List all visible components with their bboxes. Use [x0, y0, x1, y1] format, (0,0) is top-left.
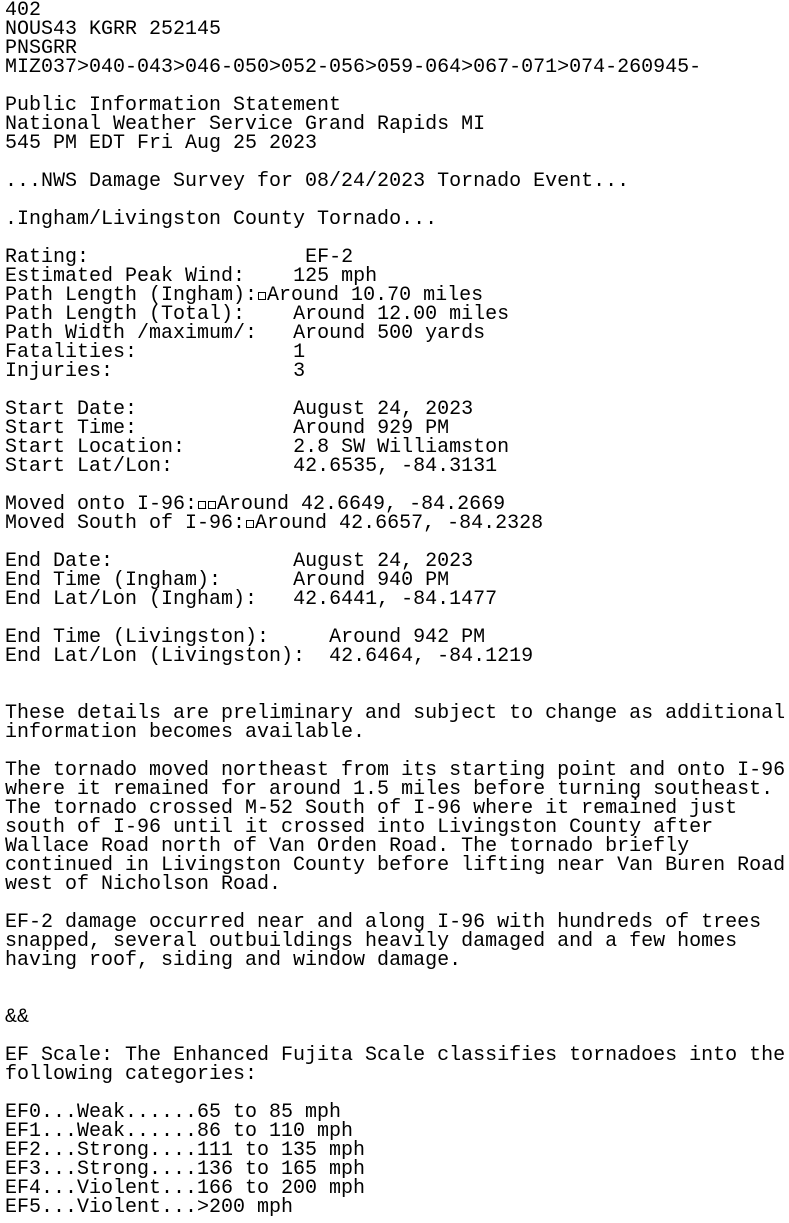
- disclaimer-line: These details are preliminary and subject to change as additional: [5, 702, 786, 725]
- ef-intro-line: EF Scale: The Enhanced Fujita Scale classifies tornadoes into the: [5, 1044, 786, 1067]
- tab-char-icon: [246, 520, 254, 528]
- statement-title: Public Information Statement: [5, 94, 342, 117]
- blank-line: [5, 970, 789, 989]
- end-time-ingham-value: Around 940 PM: [293, 569, 450, 592]
- start-date-label: Start Date:: [5, 398, 138, 421]
- narrative-line: The tornado moved northeast from its starting point and onto I-96: [5, 759, 786, 782]
- moved-onto-label: Moved onto I-96:: [5, 493, 198, 516]
- section-separator: &&: [5, 1006, 30, 1029]
- end-latlon-ingham-row: [5, 590, 789, 609]
- end-latlon-ingham-label: End Lat/Lon (Ingham):: [5, 588, 258, 611]
- ef-scale-row: EF4...Violent...166 to 200 mph: [5, 1177, 366, 1200]
- narrative-line: south of I-96 until it crossed into Livingston County after: [5, 816, 714, 839]
- ef-scale-row: EF1...Weak......86 to 110 mph: [5, 1120, 354, 1143]
- end-time-ingham-label: End Time (Ingham):: [5, 569, 222, 592]
- path-length-total-label: Path Length (Total):: [5, 303, 246, 326]
- tab-char-icon: [258, 292, 266, 300]
- headline: ...NWS Damage Survey for 08/24/2023 Tornado Event...: [5, 170, 630, 193]
- end-time-livingston-label: End Time (Livingston):: [5, 626, 270, 649]
- damage-line: EF-2 damage occurred near and along I-96 with hundreds of trees: [5, 911, 762, 934]
- injuries-label: Injuries:: [5, 360, 114, 383]
- fatalities-label: Fatalities:: [5, 341, 138, 364]
- tab-char-icon: [198, 501, 206, 509]
- ef-scale-row: EF0...Weak......65 to 85 mph: [5, 1101, 342, 1124]
- damage-line: snapped, several outbuildings heavily damaged and a few homes: [5, 930, 738, 953]
- narrative-line: The tornado crossed M-52 South of I-96 where it remained just: [5, 797, 738, 820]
- start-latlon-row: [5, 457, 789, 476]
- rating-label: Rating:: [5, 246, 90, 269]
- end-latlon-livingston-label: End Lat/Lon (Livingston):: [5, 645, 306, 668]
- end-latlon-livingston-row: [5, 647, 789, 666]
- end-time-livingston-value: Around 942 PM: [329, 626, 486, 649]
- start-location-label: Start Location:: [5, 436, 186, 459]
- path-width-label: Path Width /maximum/:: [5, 322, 258, 345]
- moved-south-row: [5, 514, 789, 533]
- disclaimer-line: information becomes available.: [5, 721, 366, 744]
- blank-line: [5, 989, 789, 1008]
- moved-south-value: Around 42.6657, -84.2328: [255, 512, 544, 535]
- fatalities-value: 1: [293, 341, 306, 364]
- statement-office: National Weather Service Grand Rapids MI: [5, 113, 486, 136]
- path-length-total-value: Around 12.00 miles: [293, 303, 510, 326]
- header-line-1: 402: [5, 0, 42, 22]
- damage-line: having roof, siding and window damage.: [5, 949, 462, 972]
- start-time-label: Start Time:: [5, 417, 138, 440]
- start-time-value: Around 929 PM: [293, 417, 450, 440]
- end-date-value: August 24, 2023: [293, 550, 474, 573]
- end-latlon-livingston-value: 42.6464, -84.1219: [329, 645, 534, 668]
- narrative-line: west of Nicholson Road.: [5, 873, 282, 896]
- end-latlon-ingham-value: 42.6441, -84.1477: [293, 588, 498, 611]
- statement-issued-time: 545 PM EDT Fri Aug 25 2023: [5, 132, 318, 155]
- start-latlon-label: Start Lat/Lon:: [5, 455, 174, 478]
- moved-onto-value: Around 42.6649, -84.2669: [217, 493, 506, 516]
- ef-scale-row: EF3...Strong....136 to 165 mph: [5, 1158, 366, 1181]
- path-width-value: Around 500 yards: [293, 322, 486, 345]
- start-location-value: 2.8 SW Williamston: [293, 436, 510, 459]
- start-latlon-value: 42.6535, -84.3131: [293, 455, 498, 478]
- injuries-row: [5, 362, 789, 381]
- header-line-2: NOUS43 KGRR 252145: [5, 18, 222, 41]
- event-name: .Ingham/Livingston County Tornado...: [5, 208, 438, 231]
- header-line-3: PNSGRR: [5, 37, 78, 60]
- path-length-ingham-value: Around 10.70 miles: [267, 284, 484, 307]
- rating-value: EF-2: [305, 246, 354, 269]
- narrative-line: Wallace Road north of Van Orden Road. The tornado briefly: [5, 835, 690, 858]
- peak-wind-value: 125 mph: [293, 265, 378, 288]
- moved-south-label: Moved South of I-96:: [5, 512, 246, 535]
- path-length-ingham-label: Path Length (Ingham):: [5, 284, 258, 307]
- tab-char-icon: [208, 501, 216, 509]
- blank-line: [5, 666, 789, 685]
- ef-scale-row: EF2...Strong....111 to 135 mph: [5, 1139, 366, 1162]
- end-date-label: End Date:: [5, 550, 114, 573]
- peak-wind-label: Estimated Peak Wind:: [5, 265, 246, 288]
- ef-scale-row: EF5...Violent...>200 mph: [5, 1196, 294, 1219]
- start-date-value: August 24, 2023: [293, 398, 474, 421]
- injuries-value: 3: [293, 360, 306, 383]
- ef-intro-line: following categories:: [5, 1063, 258, 1086]
- header-zones-line: MIZ037>040-043>046-050>052-056>059-064>067-071>074-260945-: [5, 56, 702, 79]
- narrative-line: continued in Livingston County before lifting near Van Buren Road: [5, 854, 786, 877]
- narrative-line: where it remained for around 1.5 miles before turning southeast.: [5, 778, 774, 801]
